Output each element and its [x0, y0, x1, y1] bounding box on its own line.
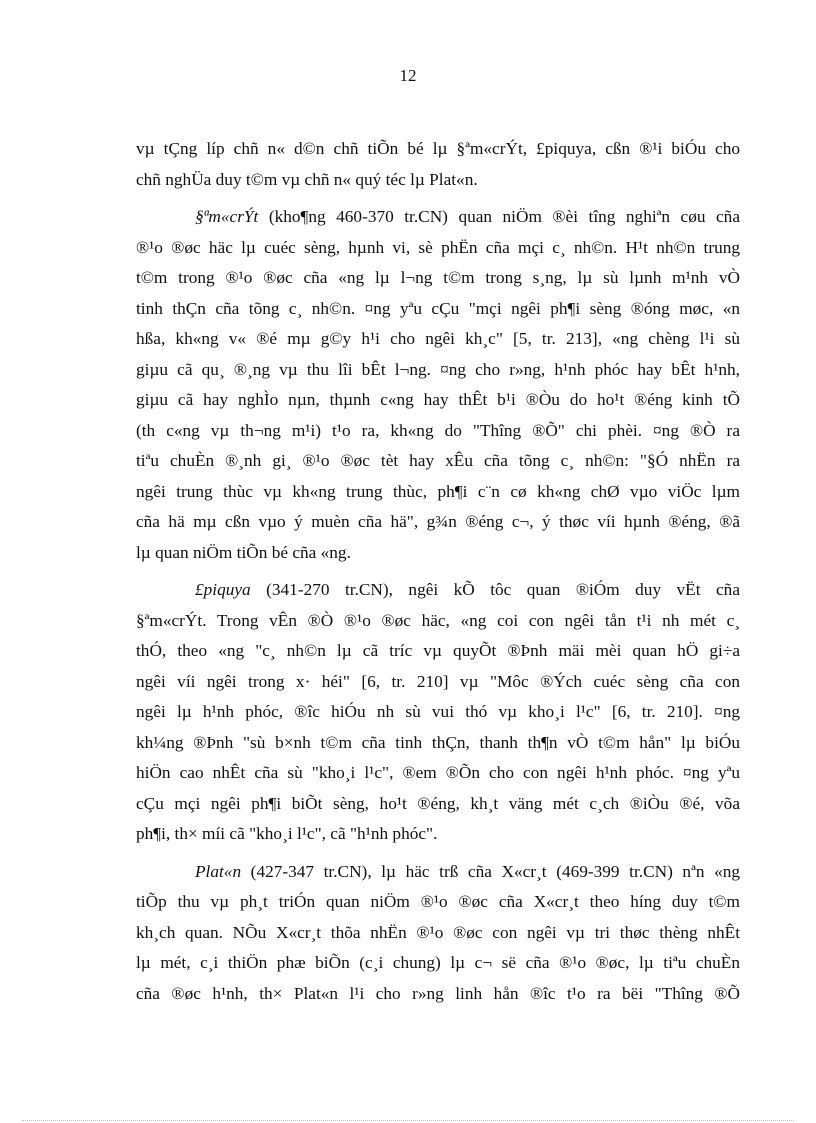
text-span: (341-270 tr.CN), ngêi kÕ tôc quan ®iÓm duy vËt cña	[250, 580, 740, 599]
philosopher-name: §ªm«crÝt	[195, 207, 259, 226]
text-line: kh¸ch quan. NÕu X«cr¸t thõa nhËn ®¹o ®øc con ngêi vµ tri thøc thèng nhÊt	[136, 922, 740, 942]
text-line: tiÕp thu vµ ph¸t triÓn quan niÖm ®¹o ®øc cña X«cr¸t theo híng duy t©m	[136, 892, 740, 911]
text-line: cña hä mµ cßn vµo ý muèn cña hä", g¾n ®éng c¬, ý thøc víi hµnh ®éng, ®ã	[136, 512, 740, 531]
text-line: (th c«ng vµ th¬ng m¹i) t¹o ra, kh«ng do "Thîng ®Õ" chi phèi. ¤ng ®Ò ra	[136, 420, 740, 440]
text-line: hiÖn cao nhÊt cña sù "kho¸i l¹c", ®em ®Õn cho con ngêi h¹nh phóc. ¤ng yªu	[136, 763, 740, 782]
text-line	[136, 857, 740, 888]
text-line: ngêi lµ h¹nh phóc, ®îc hiÓu nh sù vui thó vµ kho¸i l¹c" [6, tr. 210]. ¤ng	[136, 702, 740, 721]
paragraph-3	[136, 575, 740, 850]
text-line: §ªm«crÝt. Trong vÊn ®Ò ®¹o ®øc häc, «ng coi con ngêi tån t¹i nh mét c¸	[136, 610, 740, 630]
paragraph-4	[136, 857, 740, 1010]
text-span: (427-347 tr.CN), lµ häc trß cña X«cr¸t (469-399 tr.CN) nªn «ng	[241, 861, 740, 881]
text-line: lµ quan niÖm tiÕn bé cña «ng.	[136, 542, 351, 562]
paragraph-2	[136, 202, 740, 568]
text-line: vµ tÇng líp chñ n« d©n chñ tiÕn bé lµ §ªm«crÝt, £piquya, cßn ®¹i biÓu cho	[136, 139, 740, 158]
body-text	[136, 134, 740, 1009]
text-line: ngêi víi ngêi trong x· héi" [6, tr. 210] vµ "Môc ®Ých cuéc sèng cña con	[136, 671, 740, 691]
text-span: (kho¶ng 460-370 tr.CN) quan niÖm ®èi tîng nghiªn cøu cña	[258, 207, 740, 226]
text-line: ®¹o ®øc häc lµ cuéc sèng, hµnh vi, sè phËn cña mçi c¸ nh©n. H¹t nh©n trung	[136, 237, 740, 257]
text-line: thÓ, theo «ng "c¸ nh©n lµ cã tríc vµ quyÕt ®Þnh mäi mèi quan hÖ gi÷a	[136, 641, 740, 660]
text-line: giµu cã qu¸ ®¸ng vµ thu lîi bÊt l¬ng. ¤ng cho r»ng, h¹nh phóc hay bÊt h¹nh,	[136, 359, 740, 379]
text-line: giµu cã hay nghÌo nµn, thµnh c«ng hay thÊt b¹i ®Òu do ho¹t ®éng kinh tÕ	[136, 390, 740, 409]
text-line: kh¼ng ®Þnh "sù b×nh t©m cña tinh thÇn, thanh th¶n vÒ t©m hån" lµ biÓu	[136, 732, 740, 752]
text-line	[136, 202, 740, 233]
text-line	[136, 575, 740, 606]
text-line: chñ nghÜa duy t©m vµ chñ n« quý téc lµ Plat«n.	[136, 169, 478, 189]
philosopher-name: £piquya	[195, 580, 251, 599]
text-line: cña ®øc h¹nh, th× Plat«n l¹i cho r»ng linh hån ®îc t¹o ra bëi "Thîng ®Õ	[136, 983, 740, 1003]
text-line: cÇu mçi ngêi ph¶i biÕt sèng, ho¹t ®éng, kh¸t väng mét c¸ch ®iÒu ®é, võa	[136, 793, 740, 813]
text-line: tiªu chuÈn ®¸nh gi¸ ®¹o ®øc tèt hay xÊu cña tõng c¸ nh©n: "§Ó nhËn ra	[136, 451, 740, 470]
page-number: 12	[399, 66, 417, 85]
page-bottom-edge	[22, 1120, 794, 1121]
paragraph-1	[136, 134, 740, 195]
text-line: tinh thÇn cña tõng c¸ nh©n. ¤ng yªu cÇu "mçi ngêi ph¶i sèng ®óng møc, «n	[136, 298, 740, 318]
text-line: ph¶i, th× míi cã "kho¸i l¹c", cã "h¹nh phóc".	[136, 824, 438, 843]
philosopher-name: Plat«n	[195, 861, 242, 881]
text-line: ngêi trung thùc vµ kh«ng trung thùc, ph¶i c¨n cø kh«ng chØ vµo viÖc lµm	[136, 481, 740, 501]
text-line: t©m trong ®¹o ®øc cña «ng lµ l¬ng t©m trong s¸ng, lµ sù lµnh m¹nh vÒ	[136, 268, 740, 287]
text-line: lµ mét, c¸i thiÖn phæ biÕn (c¸i chung) lµ c¬ së cña ®¹o ®øc, lµ tiªu chuÈn	[136, 953, 740, 972]
text-line: hßa, kh«ng v« ®é mµ g©y h¹i cho ngêi kh¸c" [5, tr. 213], «ng chèng l¹i sù	[136, 329, 740, 348]
